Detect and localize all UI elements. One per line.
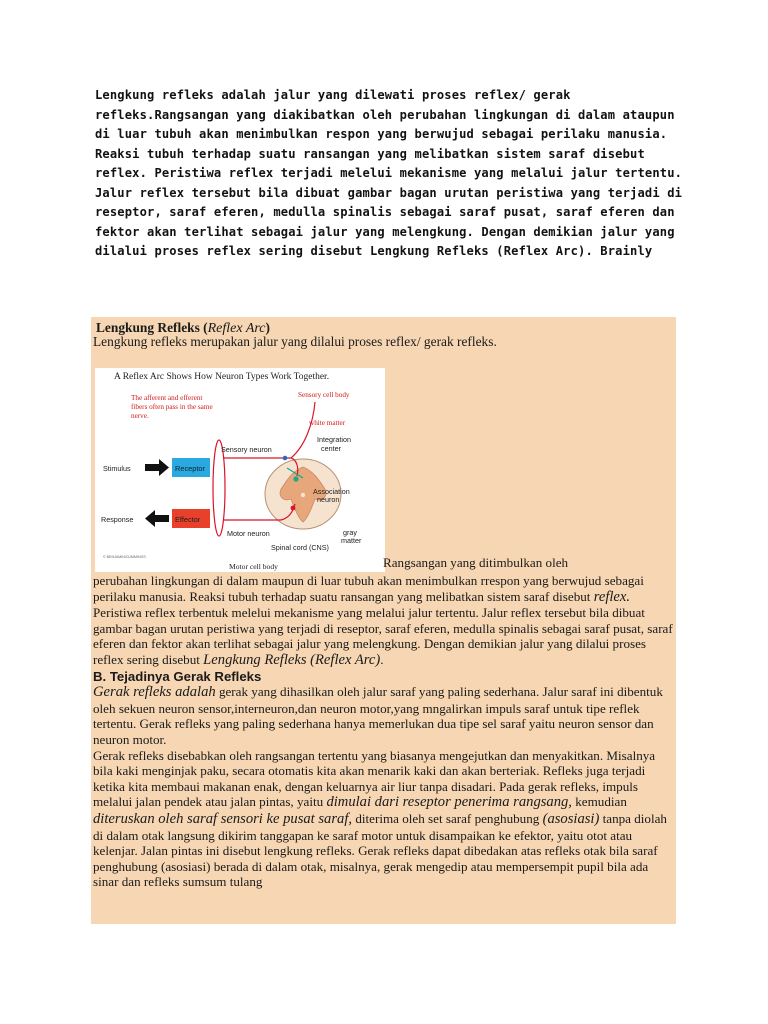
figure-note-2: fibers often pass in the same — [131, 403, 213, 411]
stimulus-arrow — [145, 459, 169, 476]
sensory-cell-body-dot — [283, 456, 288, 461]
label-stimulus: Stimulus — [103, 464, 131, 473]
effector-label: Effector — [175, 515, 201, 524]
intro-text: Lengkung refleks adalah jalur yang dilewati proses reflex/ gerak refleks.Rangsangan yang diakibatkan oleh perubahan lingkungan di dalam ataupun di luar tubuh akan menimbulkan respon yang berwujud sebagai perilaku manusia. Reaksi tubuh terhadap suatu ransangan yang melibatkan sistem saraf disebut reflex. Peristiwa reflex terjadi melelui mekanisme yang melalui jalur tertentu. Jalur reflex tersebut bila dibuat gambar bagan urutan peristiwa yang terjadi di reseptor, saraf eferen, medulla spinalis sebagai saraf pusat, saraf eferen dan fektor akan terlihat sebagai jalur yang melengkung. Dengan demikian jalur yang dilalui proses reflex sering disebut Lengkung Refleks (Reflex Arc). Brainly — [95, 88, 683, 258]
label-spinal-cord: Spinal cord (CNS) — [271, 543, 329, 552]
label-response: Response — [101, 515, 134, 524]
figure-note-3: nerve. — [131, 412, 149, 420]
label-motor-cell-body: Motor cell body — [229, 562, 278, 571]
label-white-matter: white matter — [309, 419, 346, 427]
nerve-bundle — [213, 440, 225, 536]
section-b-title: B. Tejadinya Gerak Refleks — [93, 668, 262, 684]
section-a-title: Lengkung Refleks (Reflex Arc) — [96, 320, 270, 336]
intro-paragraph — [95, 86, 685, 262]
label-sensory-neuron: Sensory neuron — [221, 445, 272, 454]
label-sensory-cell-body: Sensory cell body — [298, 391, 350, 399]
figure-note-1: The afferent and efferent — [131, 394, 203, 402]
label-gray: gray — [343, 528, 357, 537]
figure-caption: A Reflex Arc Shows How Neuron Types Work Together. — [114, 372, 330, 382]
response-arrow — [145, 510, 169, 527]
paragraph-sebab-refleks: Gerak refleks disebabkan oleh rangsangan tertentu yang biasanya mengejutkan dan menyakitkan. Misalnya bila kaki menginjak paku, secara otomatis kita akan menarik kaki dan akan berteriak. Refleks juga terjadi ketika kita membaui makanan enak, dengan keluarnya air liur tanpa disadari. Pada gerak refleks, impuls melalui jalan pendek atau jalan pintas, yaitu dimulai dari reseptor penerima rangsang, kemudian diteruskan oleh saraf sensori ke pusat saraf, diterima oleh set saraf penghubung (asosiasi) tanpa diolah di dalam otak langsung dikirim tanggapan ke saraf motor untuk disampaikan ke efektor, yaitu otot atau kelenjar. Jalan pintas ini disebut lengkung refleks. Gerak refleks dapat dibedakan atas refleks otak bila saraf penghubung (asosiasi) berada di dalam otak, misalnya, gerak mengedip atau mempersempit pupil bila ada sinar dan refleks sumsum tulang — [93, 747, 667, 890]
content-panel — [91, 317, 676, 924]
section-a-subtitle: Lengkung refleks merupakan jalur yang dilalui proses reflex/ gerak refleks. — [93, 334, 497, 349]
reflex-arc-diagram — [95, 368, 385, 572]
label-integration-2: center — [321, 444, 341, 453]
sensory-cell-line — [291, 402, 315, 458]
paragraph-reflex-arc: perubahan lingkungan di dalam maupun di luar tubuh akan menimbulkan rrespon yang berwujud sebagai perilaku manusia. Reaksi tubuh terhadap suatu ransangan yang melibatkan sistem saraf disebut reflex. Peristiwa reflex terbentuk melelui mekanisme yang melalui jalur tertentu. Jalur reflex tersebut bila dibuat gambar bagan urutan peristiwa yang terjadi di reseptor, saraf eferen, medulla spinalis sebagai saraf pusat, saraf eferen dan fektor akan terlihat sebagai jalur yang melengkung. Dengan demikian jalur yang dilalui proses reflex sering disebut Lengkung Refleks (Reflex Arc). — [93, 573, 673, 668]
receptor-label: Receptor — [175, 464, 205, 473]
label-integration-1: Integration — [317, 435, 351, 444]
label-matter: matter — [341, 536, 362, 545]
label-motor-neuron: Motor neuron — [227, 529, 270, 538]
reflex-arc-figure — [95, 368, 385, 572]
flow-lead-text: Rangsangan yang ditimbulkan oleh — [383, 555, 569, 570]
motor-cell-body-dot — [291, 506, 296, 511]
figure-credit: © BENJAMIN/CUMMINGS — [103, 555, 146, 559]
label-association-2: neuron — [317, 495, 340, 504]
panel-body — [93, 573, 675, 890]
label-association-1: Association — [313, 487, 350, 496]
association-neuron-dot — [293, 476, 298, 481]
paragraph-gerak-refleks: Gerak refleks adalah gerak yang dihasilkan oleh jalur saraf yang paling sederhana. Jalur saraf ini dibentuk oleh sekuen neuron sensor,interneuron,dan neuron motor,yang mngalirkan impuls saraf untuk tipe reflek tertentu. Gerak refleks yang paling sederhana hanya memerlukan dua tipe sel saraf yaitu neuron sensor dan neuron motor. — [93, 684, 663, 747]
